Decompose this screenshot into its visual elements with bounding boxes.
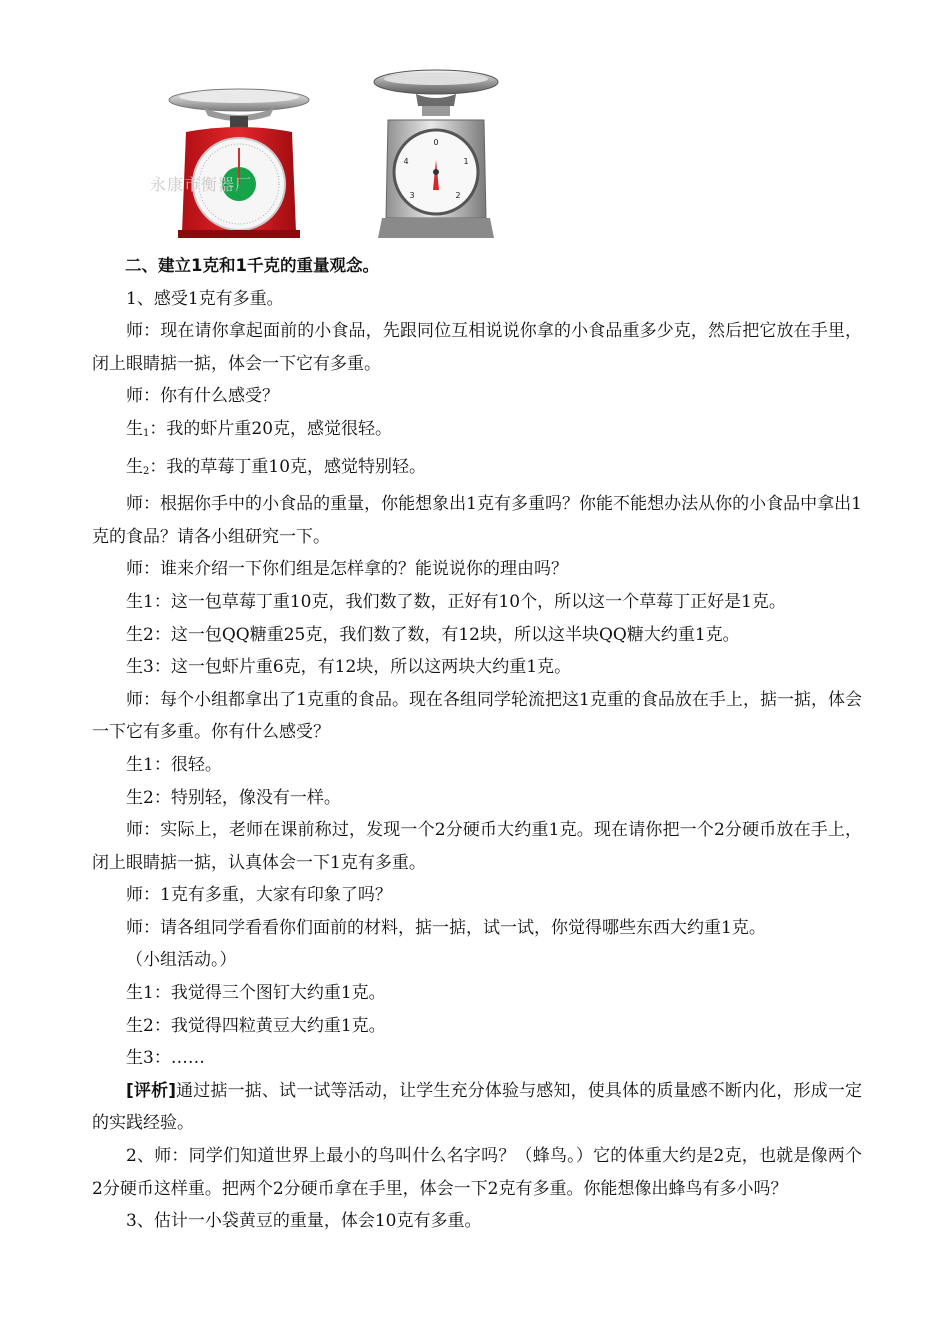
dial-number: 0 (433, 138, 439, 147)
dial-number: 3 (409, 191, 415, 200)
paragraph: 1、感受1克有多重。 (126, 288, 284, 309)
dial-number: 2 (455, 191, 461, 200)
paragraph: 师：实际上，老师在课前称过，发现一个2分硬币大约重1克。现在请你把一个2分硬币放在手上，闭上眼睛掂一掂，认真体会一下1克有多重。 (92, 820, 862, 873)
scale-illustrations (150, 66, 520, 242)
paragraph: 生2：这一包QQ糖重25克，我们数了数，有12块，所以这半块QQ糖大约重1克。 (126, 624, 740, 645)
silver-kitchen-scale-icon (370, 68, 500, 240)
dial-number: 1 (463, 157, 469, 166)
paragraph: 师：1克有多重，大家有印象了吗？ (126, 885, 392, 906)
paragraph: 生2：特别轻，像没有一样。 (126, 787, 341, 808)
paragraph: 师：请各组同学看看你们面前的材料，掂一掂，试一试，你觉得哪些东西大约重1克。 (126, 917, 766, 938)
document-body (92, 250, 862, 1238)
paragraph: 生$_2$：我的草莓丁重10克，感觉特别轻。 (126, 456, 427, 477)
paragraph: 生$_1$：我的虾片重20克，感觉很轻。 (126, 418, 393, 439)
paragraph: （小组活动。） (126, 950, 237, 971)
paragraph: 师：根据你手中的小食品的重量，你能想象出1克有多重吗？你能不能想办法从你的小食品中拿出1克的食品？请各小组研究一下。 (92, 494, 862, 547)
paragraph: 师：每个小组都拿出了1克重的食品。现在各组同学轮流把这1克重的食品放在手上，掂一掂，体会一下它有多重。你有什么感受？ (92, 689, 862, 743)
paragraph: 师：谁来介绍一下你们组是怎样拿的？能说说你的理由吗？ (126, 559, 568, 580)
paragraph: 2、师：同学们知道世界上最小的鸟叫什么名字吗？（蜂鸟。）它的体重大约是2克，也就是像两个2分硬币这样重。把两个2分硬币拿在手里，体会一下2克有多重。你能想像出蜂鸟有多小吗？ (92, 1146, 862, 1199)
watermark-text: 永康市衡器厂 (150, 175, 253, 194)
paragraph: 生1：很轻。 (126, 754, 222, 775)
paragraph: 生2：我觉得四粒黄豆大约重1克。 (126, 1015, 386, 1036)
paragraph: 生1：我觉得三个图钉大约重1克。 (126, 983, 386, 1004)
paragraph: 生3：这一包虾片重6克，有12块，所以这两块大约重1克。 (126, 657, 572, 678)
commentary-tag: [评析] (126, 1080, 176, 1101)
section-heading: 二、建立1克和1千克的重量观念。 (125, 256, 379, 275)
paragraph: 生3：…… (126, 1048, 205, 1069)
commentary-paragraph: [评析]通过掂一掂、试一试等活动，让学生充分体验与感知，使具体的质量感不断内化，形成一定的实践经验。 (92, 1080, 863, 1134)
paragraph: 生1：这一包草莓丁重10克，我们数了数，正好有10个，所以这一个草莓丁正好是1克。 (126, 591, 786, 612)
red-kitchen-scale-icon (150, 86, 314, 240)
dial-number: 4 (403, 157, 409, 166)
paragraph: 师：现在请你拿起面前的小食品，先跟同位互相说说你拿的小食品重多少克，然后把它放在手里，闭上眼睛掂一掂，体会一下它有多重。 (92, 321, 862, 374)
paragraph: 师：你有什么感受？ (126, 386, 279, 407)
paragraph: 3、估计一小袋黄豆的重量，体会10克有多重。 (126, 1211, 482, 1232)
